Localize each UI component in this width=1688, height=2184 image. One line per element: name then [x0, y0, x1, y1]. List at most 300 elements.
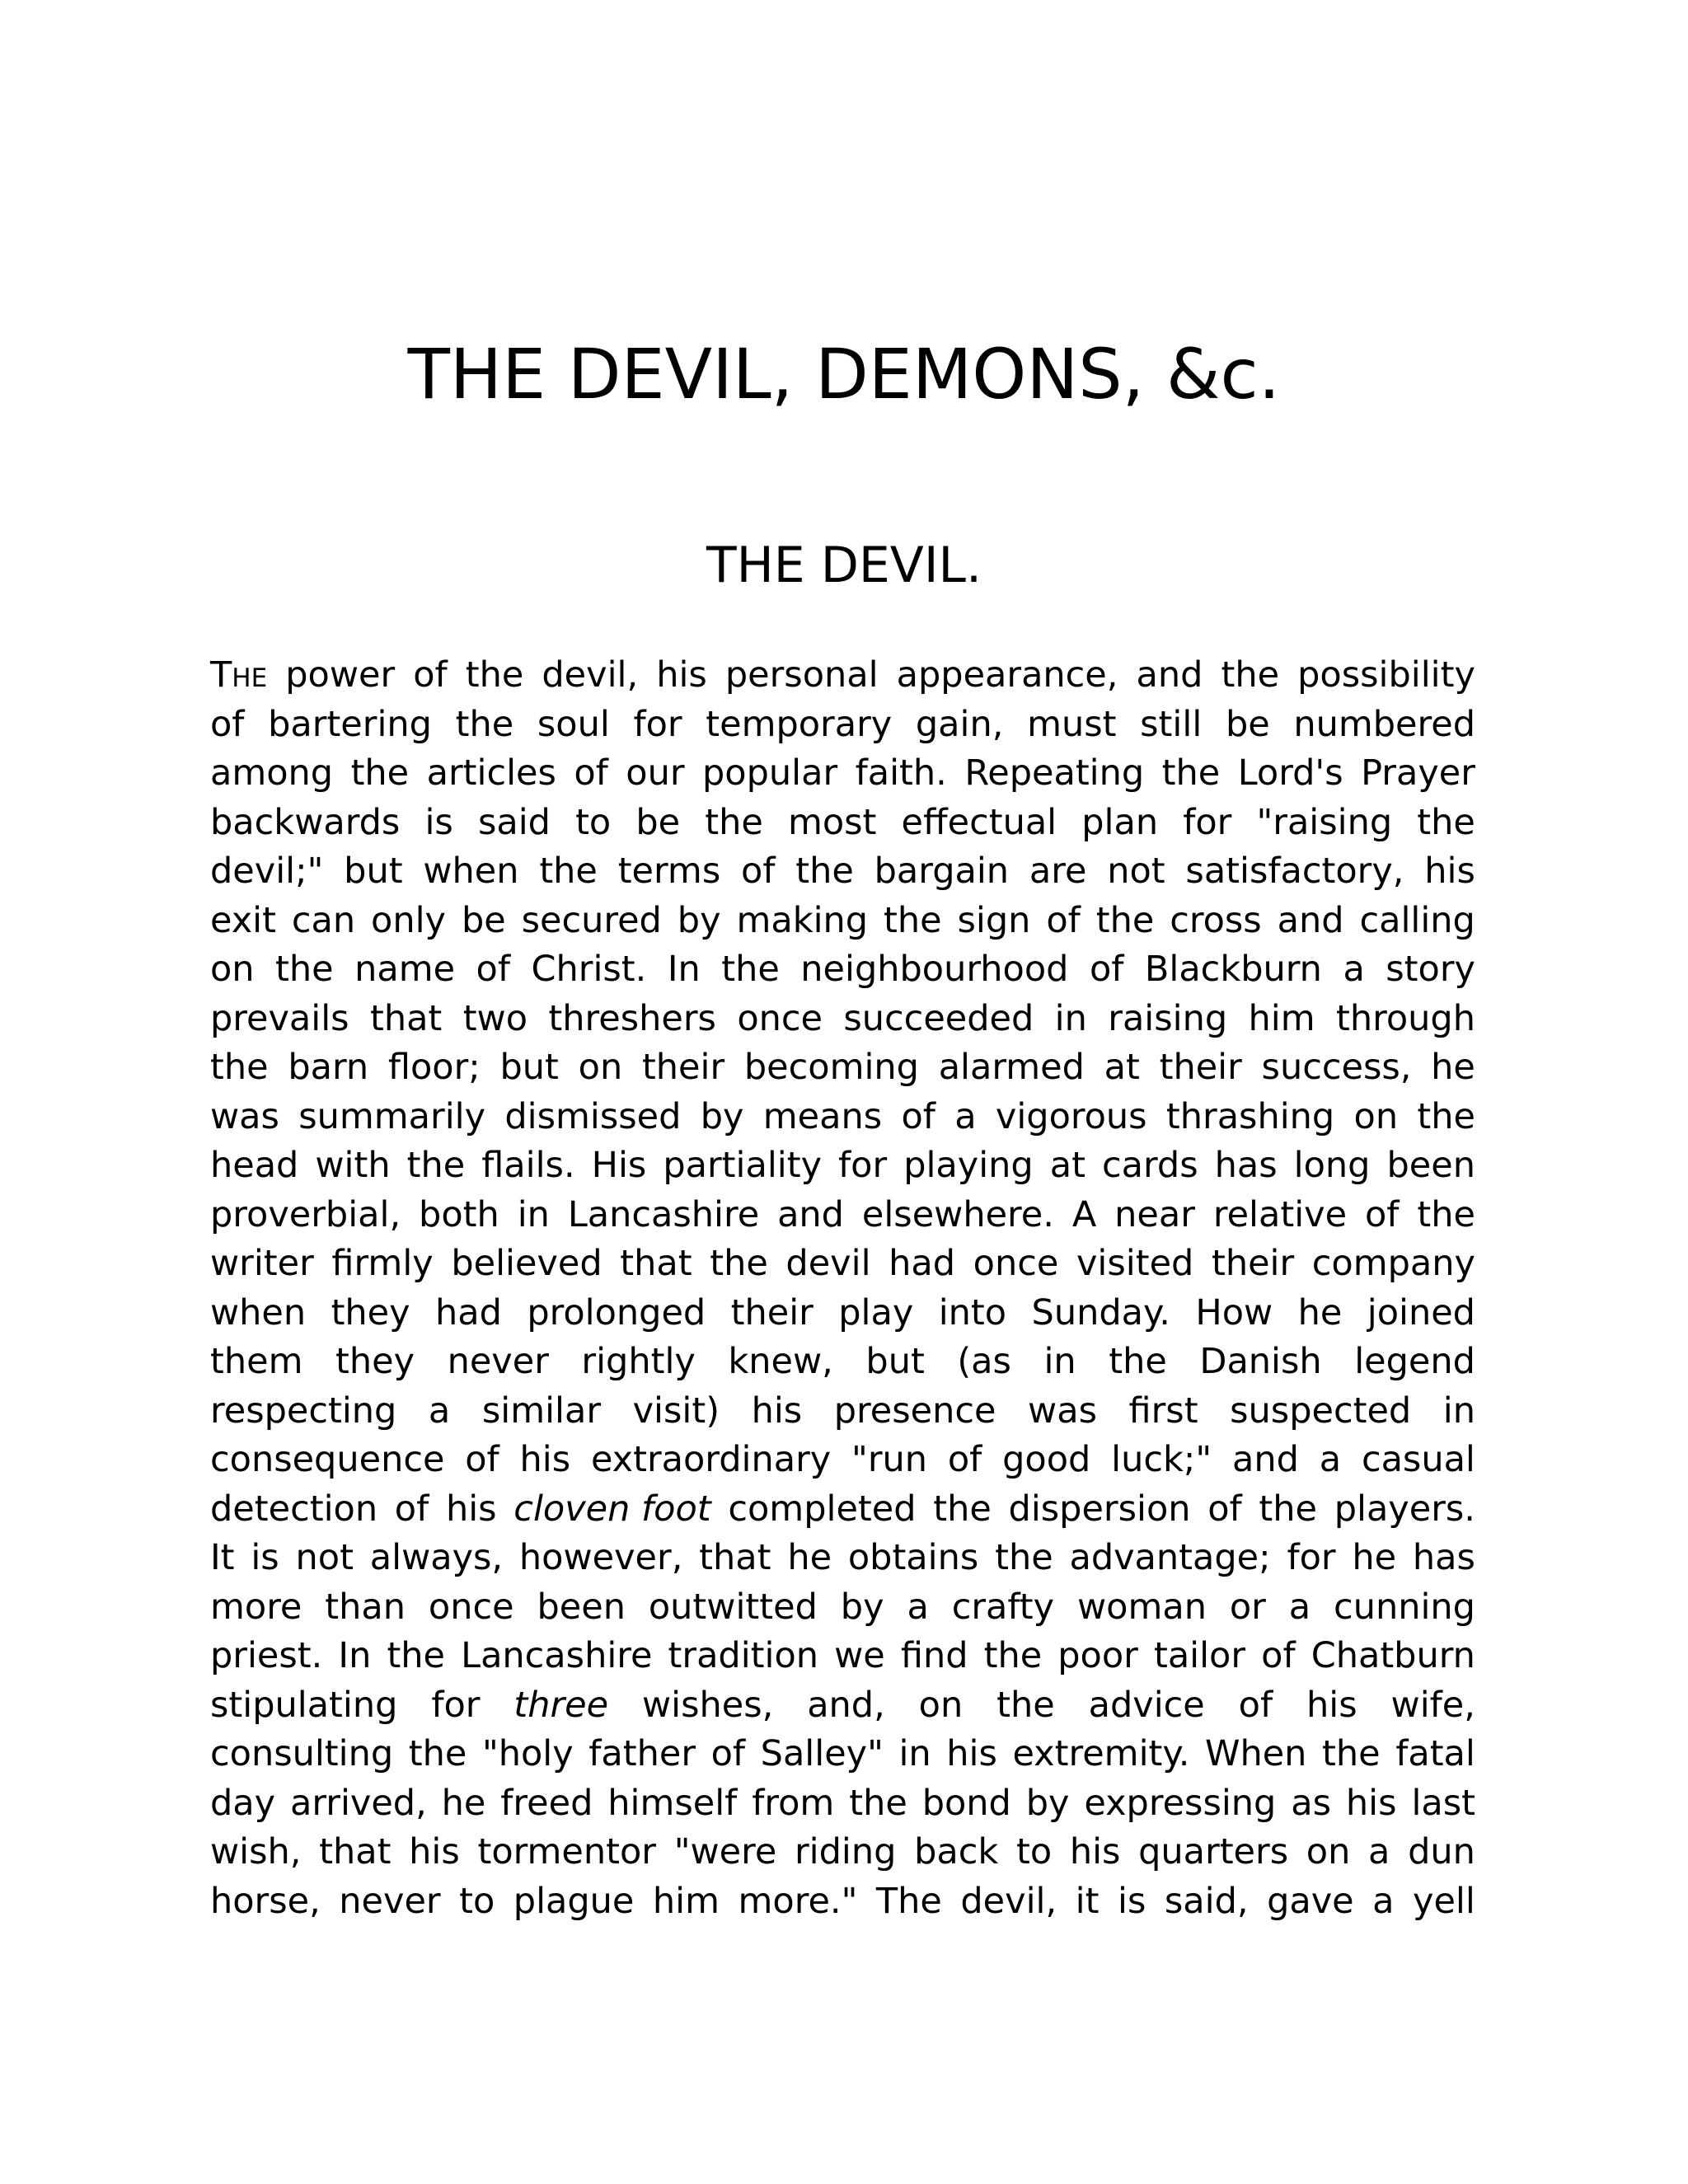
word: the [455, 703, 514, 745]
word: been [537, 1586, 626, 1628]
word: a [1319, 1439, 1342, 1480]
word: that [699, 1537, 771, 1578]
word: always, [369, 1537, 504, 1578]
word: raising [1108, 997, 1228, 1039]
word: his [946, 1733, 997, 1774]
word: and [777, 1193, 844, 1235]
word: of [1238, 1684, 1273, 1726]
word: the [406, 1145, 466, 1186]
word: of [574, 752, 608, 794]
word: dismissed [504, 1095, 682, 1137]
word: bond [921, 1782, 1011, 1824]
word: the [539, 851, 598, 892]
word: can [291, 899, 356, 941]
word: be [635, 801, 681, 843]
word: not [295, 1537, 354, 1578]
word: that [369, 997, 443, 1039]
word: into [938, 1291, 1007, 1333]
word: as [1291, 1782, 1332, 1824]
word: his [409, 1831, 460, 1872]
word: detection [210, 1488, 378, 1530]
word: but [499, 1047, 559, 1088]
word: Chatburn [1311, 1635, 1475, 1676]
word: still [1140, 703, 1203, 745]
word: in [898, 1733, 931, 1774]
word: on [210, 949, 255, 990]
word: riding [794, 1831, 897, 1872]
word: his [1069, 1831, 1121, 1872]
word: bargain [874, 851, 1010, 892]
word: first [1128, 1390, 1198, 1432]
word: making [736, 899, 869, 941]
word: we [834, 1635, 885, 1676]
word: cloven foot [513, 1488, 711, 1530]
word: effectual [901, 801, 1057, 843]
word: relative [1212, 1193, 1348, 1235]
text-line [210, 1877, 1475, 1927]
word: more [210, 1586, 302, 1628]
word: temporary [706, 703, 893, 745]
text-line [210, 799, 1475, 848]
word: freed [500, 1782, 593, 1824]
word: his [1306, 1684, 1357, 1726]
word: suspected [1230, 1390, 1412, 1432]
word: a [1288, 1586, 1311, 1628]
text-line [210, 1191, 1475, 1240]
word: the [721, 949, 780, 990]
word: of [1261, 1635, 1296, 1676]
word: is [424, 801, 453, 843]
word: advantage; [1069, 1537, 1271, 1578]
word: Prayer [1361, 752, 1475, 794]
word: the [1417, 1193, 1475, 1235]
word: a [1368, 1831, 1390, 1872]
word: playing [903, 1145, 1034, 1186]
word: dispersion [1008, 1488, 1191, 1530]
word: Blackburn [1144, 949, 1322, 990]
word: the [983, 1635, 1043, 1676]
word: of [465, 1439, 499, 1480]
word: had [889, 1243, 956, 1284]
word: succeeded [843, 997, 1034, 1039]
word: he [787, 1537, 832, 1578]
word: Lancashire [461, 1635, 653, 1676]
word: is [1118, 1880, 1146, 1922]
word: in [1054, 997, 1087, 1039]
word: never [339, 1880, 441, 1922]
text-line [210, 1730, 1475, 1779]
word: similar [481, 1390, 602, 1432]
word: prolonged [527, 1291, 706, 1333]
text-line [210, 701, 1475, 750]
word: of [476, 949, 510, 990]
word: at [1049, 1145, 1085, 1186]
word: of [1207, 1488, 1242, 1530]
word: respecting [210, 1390, 397, 1432]
word: for [633, 703, 682, 745]
word: In [667, 949, 701, 990]
word: neighbourhood [800, 949, 1069, 990]
word: the [408, 1733, 467, 1774]
word: however, [518, 1537, 683, 1578]
word: and [1277, 899, 1344, 941]
word: believed [451, 1243, 603, 1284]
word: that [319, 1831, 392, 1872]
word: floor; [387, 1047, 481, 1088]
section-title: THE DEVIL. [706, 537, 982, 594]
word: bartering [268, 703, 432, 745]
word: name [354, 949, 456, 990]
word: rightly [581, 1341, 696, 1382]
word: they [331, 1291, 410, 1333]
word: devil, [960, 1880, 1057, 1922]
word: satisfactory, [1185, 851, 1404, 892]
word: Sunday. [1031, 1291, 1170, 1333]
word: not [1107, 851, 1165, 892]
word: of [210, 703, 245, 745]
word: crafty [951, 1586, 1055, 1628]
word: knew, [728, 1341, 833, 1382]
word: to [459, 1880, 495, 1922]
word: casual [1361, 1439, 1475, 1480]
word: visited [1076, 1243, 1194, 1284]
word: consulting [210, 1733, 394, 1774]
word: soul [537, 703, 610, 745]
word: vigorous [995, 1095, 1147, 1137]
word: for [1287, 1537, 1336, 1578]
word: been [1386, 1145, 1475, 1186]
word: elsewhere. [861, 1193, 1054, 1235]
word: said, [1164, 1880, 1249, 1922]
word: popular [702, 752, 838, 794]
word: secured [521, 899, 662, 941]
word: It [210, 1537, 235, 1578]
word: A [1071, 1193, 1097, 1235]
word: than [325, 1586, 406, 1628]
word: "holy [481, 1733, 574, 1774]
text-line [210, 1387, 1475, 1436]
word: they [335, 1341, 415, 1382]
word: day [210, 1782, 276, 1824]
word: How [1195, 1291, 1273, 1333]
word: three [513, 1684, 609, 1726]
text-line [210, 1240, 1475, 1289]
word: has [1214, 1145, 1278, 1186]
word: in [1442, 1390, 1475, 1432]
word: His [591, 1145, 647, 1186]
word: thrashing [1165, 1095, 1335, 1137]
word: players. [1334, 1488, 1475, 1530]
word: cross [1170, 899, 1262, 941]
word: tailor [1153, 1635, 1246, 1676]
word: the [1322, 1733, 1381, 1774]
word: writer [210, 1243, 314, 1284]
word: wife, [1390, 1684, 1475, 1726]
word: back [914, 1831, 999, 1872]
word: devil [785, 1243, 871, 1284]
word: extremity. [1012, 1733, 1190, 1774]
word: joined [1367, 1291, 1475, 1333]
word: both [419, 1193, 499, 1235]
word: with [315, 1145, 391, 1186]
word: Danish [1199, 1341, 1322, 1382]
word: our [626, 752, 685, 794]
word: good [1002, 1439, 1091, 1480]
word: is [251, 1537, 279, 1578]
word: means [762, 1095, 883, 1137]
word: calling [1359, 899, 1475, 941]
word: him [1248, 997, 1315, 1039]
word: of [1089, 949, 1124, 990]
word: said [477, 801, 551, 843]
word: the [1417, 1095, 1475, 1137]
word: from [752, 1782, 835, 1824]
word: story [1386, 949, 1475, 990]
word: must [1027, 703, 1117, 745]
word: their [730, 1291, 814, 1333]
word: the [387, 1635, 446, 1676]
word: himself [607, 1782, 738, 1824]
word: once [973, 1243, 1059, 1284]
word: father [588, 1733, 696, 1774]
word: his [1424, 851, 1475, 892]
word: the [1095, 899, 1155, 941]
word: completed [728, 1488, 917, 1530]
text-line [210, 1681, 1475, 1731]
word: the [933, 1488, 992, 1530]
word: the [210, 1047, 269, 1088]
word: of [947, 1439, 982, 1480]
word: outwitted [648, 1586, 818, 1628]
word: visit) [632, 1390, 720, 1432]
word: and [1232, 1439, 1299, 1480]
word: summarily [298, 1095, 486, 1137]
text-line [210, 1338, 1475, 1387]
word: a [907, 1586, 929, 1628]
word: Lancashire [567, 1193, 760, 1235]
text-line [210, 945, 1475, 995]
word: are [1029, 851, 1087, 892]
word: of [413, 654, 448, 696]
word: him [652, 1880, 720, 1922]
word: plague [513, 1880, 635, 1922]
word: "run [851, 1439, 928, 1480]
text-line [210, 749, 1475, 799]
word: obtains [847, 1537, 979, 1578]
word: power [285, 654, 396, 696]
word: his [751, 1390, 803, 1432]
word: find [900, 1635, 968, 1676]
word: of [901, 1095, 935, 1137]
word: had [435, 1291, 502, 1333]
word: articles [426, 752, 556, 794]
word: cards [1101, 1145, 1198, 1186]
word: extraordinary [590, 1439, 832, 1480]
word: the [995, 1537, 1053, 1578]
word: the [849, 1782, 907, 1824]
word: most [787, 801, 877, 843]
text-line [210, 1828, 1475, 1877]
word: through [1336, 997, 1475, 1039]
word: a [1343, 949, 1365, 990]
word: on [918, 1684, 964, 1726]
drop-cap-word: THE [210, 654, 268, 696]
word: by [677, 899, 721, 941]
word: Lord's [1237, 752, 1343, 794]
word: When [1204, 1733, 1307, 1774]
word: the [1109, 1341, 1167, 1382]
word: was [210, 1095, 279, 1137]
text-line [210, 1632, 1475, 1681]
word: two [462, 997, 528, 1039]
word: of [741, 851, 776, 892]
word: has [1412, 1537, 1475, 1578]
text-line [210, 847, 1475, 897]
word: terms [617, 851, 721, 892]
word: for [838, 1145, 888, 1186]
word: never [447, 1341, 549, 1382]
word: or [1229, 1586, 1266, 1628]
word: threshers [548, 997, 716, 1039]
word: the [705, 801, 763, 843]
word: horse, [210, 1880, 321, 1922]
word: on [578, 1047, 623, 1088]
word: their [1211, 1243, 1295, 1284]
word: The [875, 1880, 942, 1922]
word: he [1431, 1047, 1475, 1088]
text-line [210, 1436, 1475, 1485]
word: a [1372, 1880, 1395, 1922]
word: play [838, 1291, 914, 1333]
word: on [1306, 1831, 1351, 1872]
word: a [954, 1095, 977, 1137]
word: proverbial, [210, 1193, 401, 1235]
word: by [700, 1095, 744, 1137]
word: devil;" [210, 851, 324, 892]
word: the [275, 949, 334, 990]
word: the [1417, 801, 1475, 843]
word: plan [1081, 801, 1159, 843]
word: yell [1413, 1880, 1475, 1922]
word: to [575, 801, 612, 843]
word: of [710, 1733, 746, 1774]
word: personal [724, 654, 879, 696]
word: when [423, 851, 519, 892]
word: only [371, 899, 447, 941]
word: Christ. [531, 949, 647, 990]
text-line [210, 1583, 1475, 1633]
word: success, [1261, 1047, 1412, 1088]
word: numbered [1293, 703, 1475, 745]
word: a [428, 1390, 451, 1432]
word: flails. [481, 1145, 575, 1186]
word: partiality [663, 1145, 823, 1186]
word: his [656, 654, 707, 696]
word: at [1104, 1047, 1140, 1088]
word: and, [807, 1684, 885, 1726]
text-line [210, 897, 1475, 946]
word: quarters [1138, 1831, 1289, 1872]
word: appearance, [896, 654, 1118, 696]
word: the [1259, 1488, 1317, 1530]
word: wish, [210, 1831, 302, 1872]
word: for [1183, 801, 1232, 843]
word: advice [1088, 1684, 1205, 1726]
word: the [795, 851, 854, 892]
word: but [344, 851, 403, 892]
word: he [441, 1782, 486, 1824]
word: In [338, 1635, 372, 1676]
word: "were [673, 1831, 777, 1872]
word: company [1311, 1243, 1475, 1284]
chapter-title: THE DEVIL, DEMONS, &c. [407, 334, 1281, 415]
word: expressing [1084, 1782, 1277, 1824]
word: for [431, 1684, 481, 1726]
word: sign [957, 899, 1031, 941]
word: "raising [1256, 801, 1393, 843]
word: when [210, 1291, 307, 1333]
word: it [1075, 1880, 1100, 1922]
text-line [210, 1289, 1475, 1338]
word: once [737, 997, 823, 1039]
word: alarmed [938, 1047, 1085, 1088]
word: he [1352, 1537, 1397, 1578]
word: their [1159, 1047, 1242, 1088]
word: in [517, 1193, 550, 1235]
word: of [1364, 1193, 1400, 1235]
word: once [428, 1586, 514, 1628]
word: prevails [210, 997, 349, 1039]
word: and [1136, 654, 1203, 696]
word: priest. [210, 1635, 323, 1676]
word: of [394, 1488, 429, 1530]
text-line [210, 1093, 1475, 1142]
word: firmly [331, 1243, 434, 1284]
word: wishes, [641, 1684, 774, 1726]
word: his [1345, 1782, 1397, 1824]
word: backwards [210, 801, 401, 843]
word: by [840, 1586, 884, 1628]
word: consequence [210, 1439, 445, 1480]
word: the [350, 752, 410, 794]
word: of [1046, 899, 1081, 941]
word: gave [1267, 1880, 1354, 1922]
word: tormentor [477, 1831, 656, 1872]
word: that [620, 1243, 692, 1284]
word: be [1225, 703, 1270, 745]
word: presence [833, 1390, 996, 1432]
word: be [461, 899, 506, 941]
word: devil, [542, 654, 639, 696]
word: gain, [915, 703, 1004, 745]
word: legend [1354, 1341, 1475, 1382]
word: head [210, 1145, 299, 1186]
word: his [445, 1488, 497, 1530]
word: them [210, 1341, 303, 1382]
word: (as [957, 1341, 1011, 1382]
word: barn [288, 1047, 369, 1088]
word: Salley" [760, 1733, 884, 1774]
text-line [210, 1485, 1475, 1535]
word: on [1353, 1095, 1399, 1137]
word: arrived, [290, 1782, 427, 1824]
word: was [1028, 1390, 1097, 1432]
word: Repeating [964, 752, 1145, 794]
word: last [1411, 1782, 1475, 1824]
word: the [1161, 752, 1221, 794]
word: near [1114, 1193, 1195, 1235]
text-line [210, 1534, 1475, 1583]
